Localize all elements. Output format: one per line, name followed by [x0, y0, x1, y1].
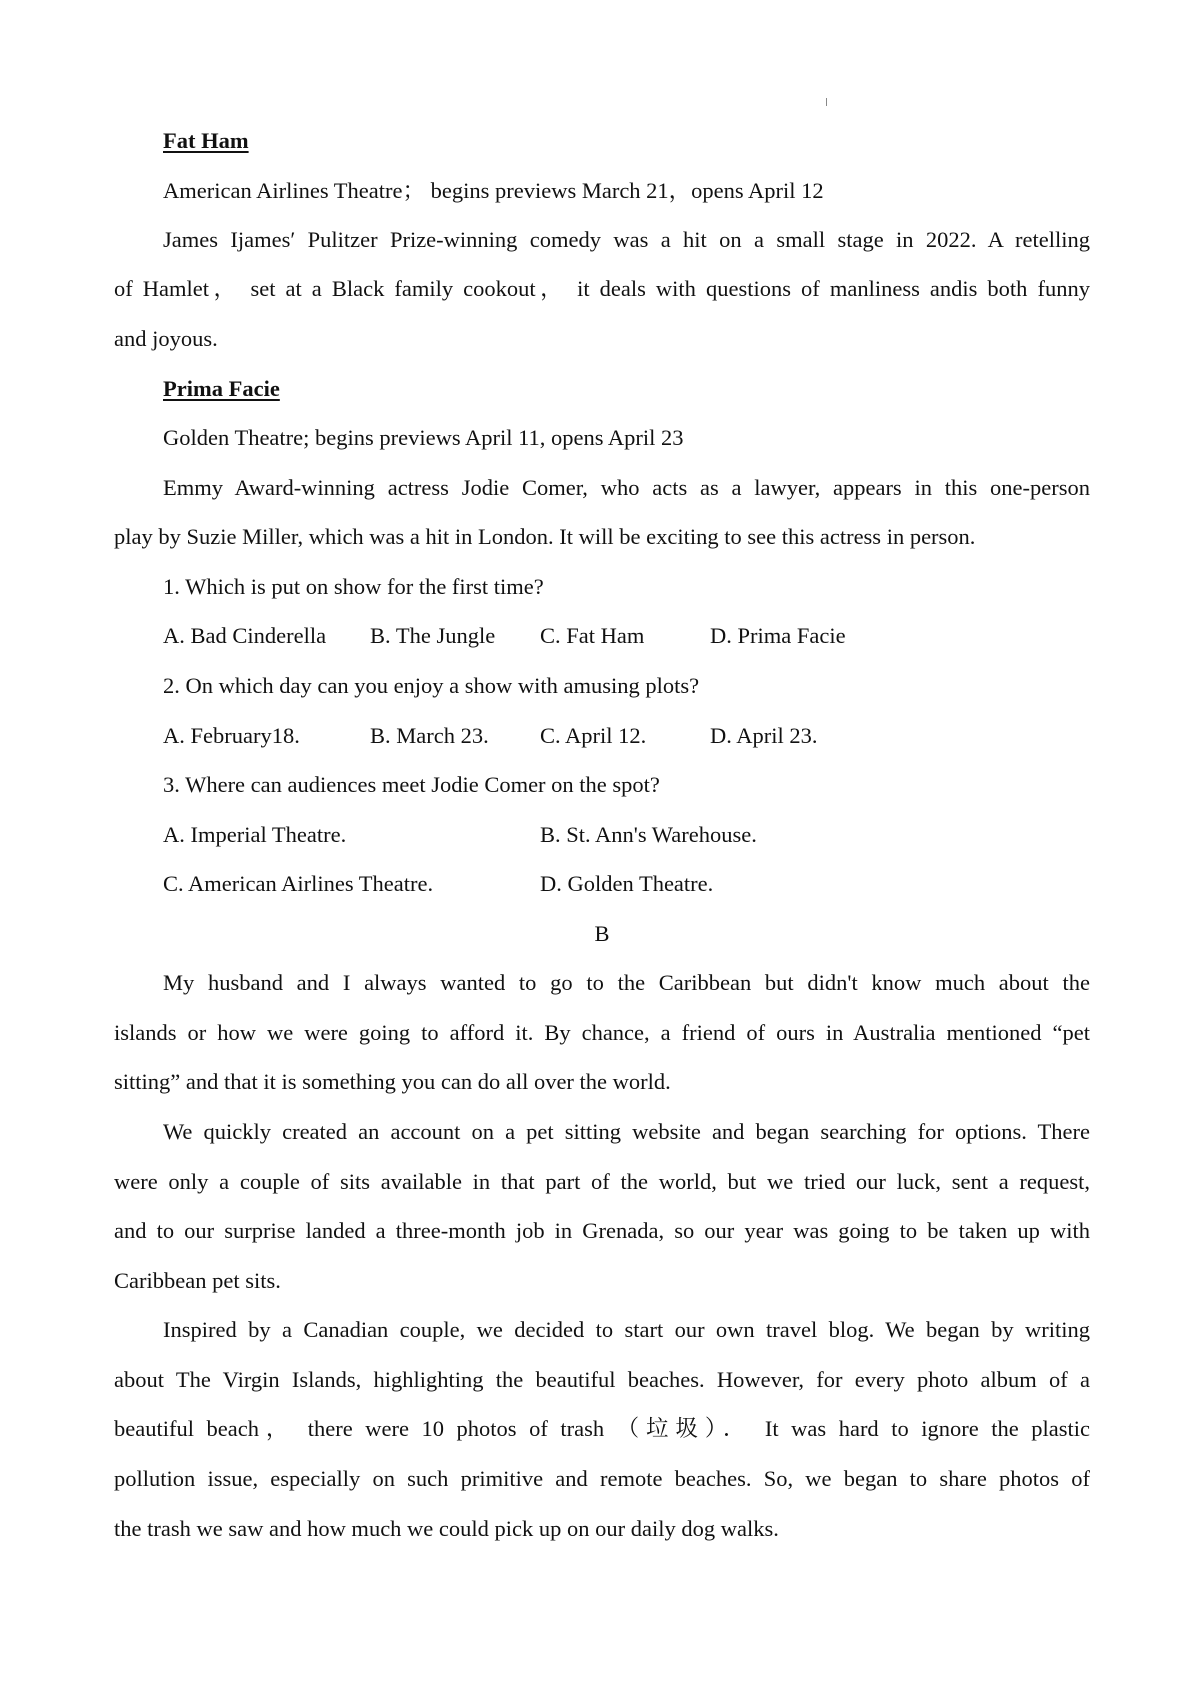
question-2-stem: 2. On which day can you enjoy a show with amusing plots? — [163, 673, 700, 698]
question-1-option-b: B. The Jungle — [370, 623, 496, 648]
fat-ham-venue: American Airlines Theatre； begins previews March 21，opens April 12 — [163, 178, 824, 203]
passage-b-p2-line3: and to our surprise landed a three-month job in Grenada, so our year was going to be taken up with — [114, 1218, 1090, 1243]
fat-ham-desc-line3: and joyous. — [114, 326, 218, 351]
passage-b-p3-line2: about The Virgin Islands, highlighting the beautiful beaches. However, for every photo album of a — [114, 1367, 1090, 1392]
prima-facie-venue: Golden Theatre; begins previews April 11, opens April 23 — [163, 425, 684, 450]
page-mark — [826, 98, 827, 106]
passage-b-p3-line4: pollution issue, especially on such primitive and remote beaches. So, we began to share photos of — [114, 1466, 1090, 1491]
passage-b-p2-line2: were only a couple of sits available in that part of the world, but we tried our luck, sent a request, — [114, 1169, 1090, 1194]
passage-b-p3-line1: Inspired by a Canadian couple, we decided to start our own travel blog. We began by writing — [163, 1317, 1090, 1342]
question-2-option-b: B. March 23. — [370, 723, 489, 748]
section-b-heading: B — [594, 921, 610, 946]
question-1-option-d: D. Prima Facie — [710, 623, 846, 648]
question-2-option-a: A. February18. — [163, 723, 300, 748]
passage-b-p3-line5: the trash we saw and how much we could pick up on our daily dog walks. — [114, 1516, 779, 1541]
prima-facie-title: Prima Facie — [163, 376, 280, 401]
prima-facie-desc-line2: play by Suzie Miller, which was a hit in London. It will be exciting to see this actress in person. — [114, 524, 976, 549]
prima-facie-desc-line1: Emmy Award-winning actress Jodie Comer, who acts as a lawyer, appears in this one-person — [163, 475, 1090, 500]
question-1-option-c: C. Fat Ham — [540, 623, 645, 648]
fat-ham-desc-line1: James Ijames′ Pulitzer Prize-winning comedy was a hit on a small stage in 2022. A retelling — [163, 227, 1090, 252]
passage-b-p1-line1: My husband and I always wanted to go to the Caribbean but didn't know much about the — [163, 970, 1090, 995]
question-3-option-b: B. St. Ann's Warehouse. — [540, 822, 757, 847]
passage-b-p3-line3: beautiful beach， there were 10 photos of trash （垃圾）． It was hard to ignore the plastic — [114, 1416, 1090, 1441]
passage-b-p2-line1: We quickly created an account on a pet sitting website and began searching for options. There — [163, 1119, 1090, 1144]
question-1-option-a: A. Bad Cinderella — [163, 623, 327, 648]
question-3-option-a: A. Imperial Theatre. — [163, 822, 347, 847]
passage-b-p1-line3: sitting” and that it is something you can do all over the world. — [114, 1069, 671, 1094]
fat-ham-desc-line2: of Hamlet， set at a Black family cookout， it deals with questions of manliness andis both funny — [114, 276, 1090, 301]
passage-b-p2-line4: Caribbean pet sits. — [114, 1268, 281, 1293]
question-1-stem: 1. Which is put on show for the first time? — [163, 574, 544, 599]
fat-ham-title: Fat Ham — [163, 128, 249, 153]
question-3-option-c: C. American Airlines Theatre. — [163, 871, 434, 896]
question-3-stem: 3. Where can audiences meet Jodie Comer on the spot? — [163, 772, 660, 797]
question-2-option-c: C. April 12. — [540, 723, 647, 748]
question-3-option-d: D. Golden Theatre. — [540, 871, 714, 896]
question-2-option-d: D. April 23. — [710, 723, 818, 748]
passage-b-p1-line2: islands or how we were going to afford it. By chance, a friend of ours in Australia mentioned “pet — [114, 1020, 1090, 1045]
